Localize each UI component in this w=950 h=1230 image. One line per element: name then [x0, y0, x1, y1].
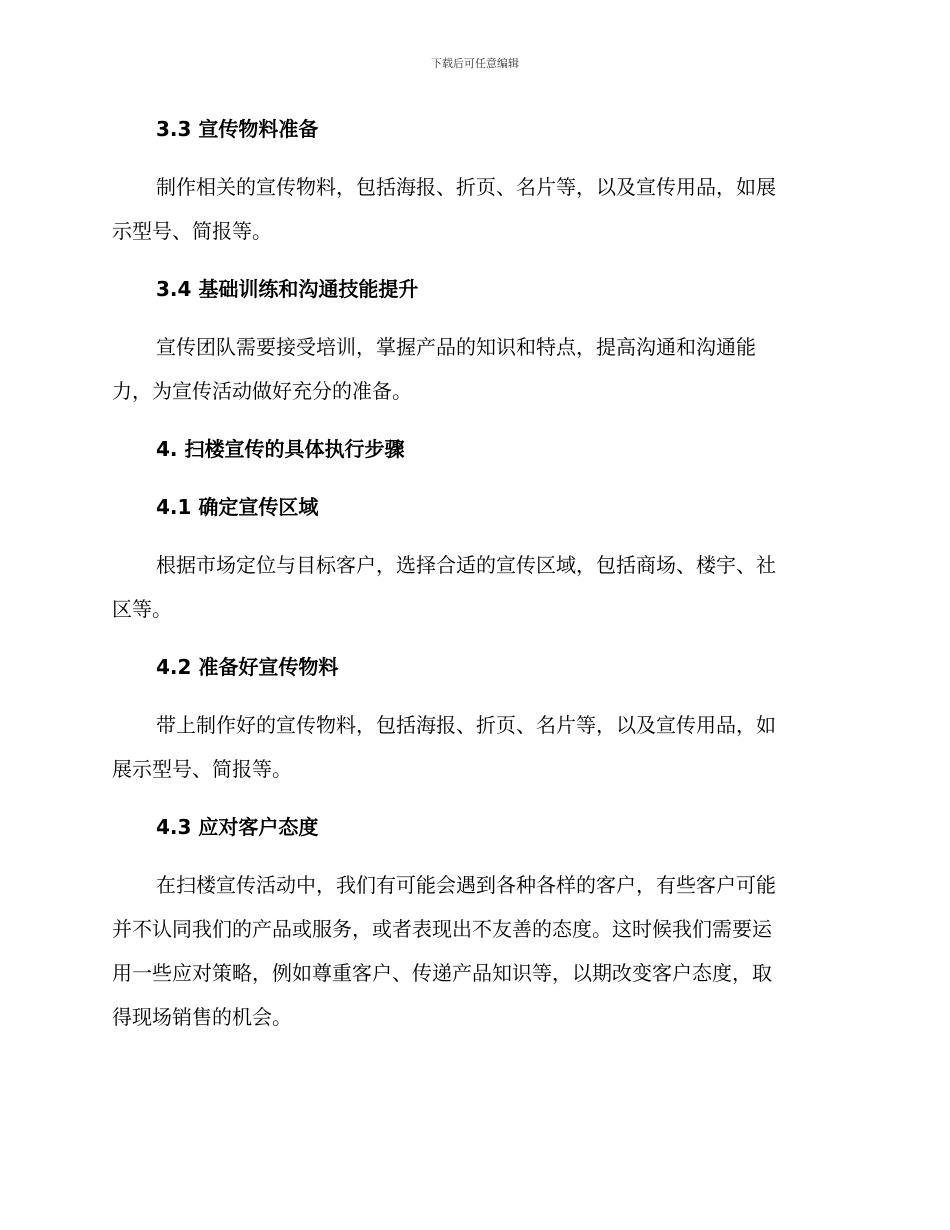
paragraph-line: 宣传团队需要接受培训，掌握产品的知识和特点，提高沟通和沟通能 — [156, 335, 756, 359]
section-heading-4: 4. 扫楼宣传的具体执行步骤 — [156, 437, 405, 461]
paragraph-line: 得现场销售的机会。 — [112, 1005, 292, 1029]
section-paragraph-4-3 — [112, 863, 834, 1039]
paragraph-line: 根据市场定位与目标客户，选择合适的宣传区域，包括商场、楼宇、社 — [156, 553, 776, 577]
paragraph-line: 制作相关的宣传物料，包括海报、折页、名片等，以及宣传用品，如展 — [156, 175, 776, 199]
section-paragraph-4-1 — [112, 543, 834, 631]
section-heading-3-3: 3.3 宣传物料准备 — [156, 117, 319, 141]
section-heading-4-3: 4.3 应对客户态度 — [156, 815, 319, 839]
section-paragraph-3-4 — [112, 325, 834, 413]
page-header: 下载后可任意编辑 — [431, 57, 519, 70]
paragraph-line: 展示型号、简报等。 — [112, 757, 292, 781]
paragraph-line: 在扫楼宣传活动中，我们有可能会遇到各种各样的客户，有些客户可能 — [156, 873, 776, 897]
paragraph-line: 带上制作好的宣传物料，包括海报、折页、名片等，以及宣传用品，如 — [156, 713, 776, 737]
paragraph-line: 力，为宣传活动做好充分的准备。 — [112, 379, 412, 403]
paragraph-line: 示型号、简报等。 — [112, 219, 272, 243]
section-paragraph-3-3 — [112, 165, 834, 253]
section-heading-4-2: 4.2 准备好宣传物料 — [156, 655, 339, 679]
paragraph-line: 用一些应对策略，例如尊重客户、传递产品知识等，以期改变客户态度，取 — [112, 961, 772, 985]
section-heading-3-4: 3.4 基础训练和沟通技能提升 — [156, 277, 419, 301]
paragraph-line: 并不认同我们的产品或服务，或者表现出不友善的态度。这时候我们需要运 — [112, 917, 772, 941]
section-heading-4-1: 4.1 确定宣传区域 — [156, 495, 319, 519]
section-paragraph-4-2 — [112, 703, 834, 791]
document-body — [112, 107, 834, 1053]
paragraph-line: 区等。 — [112, 597, 172, 621]
